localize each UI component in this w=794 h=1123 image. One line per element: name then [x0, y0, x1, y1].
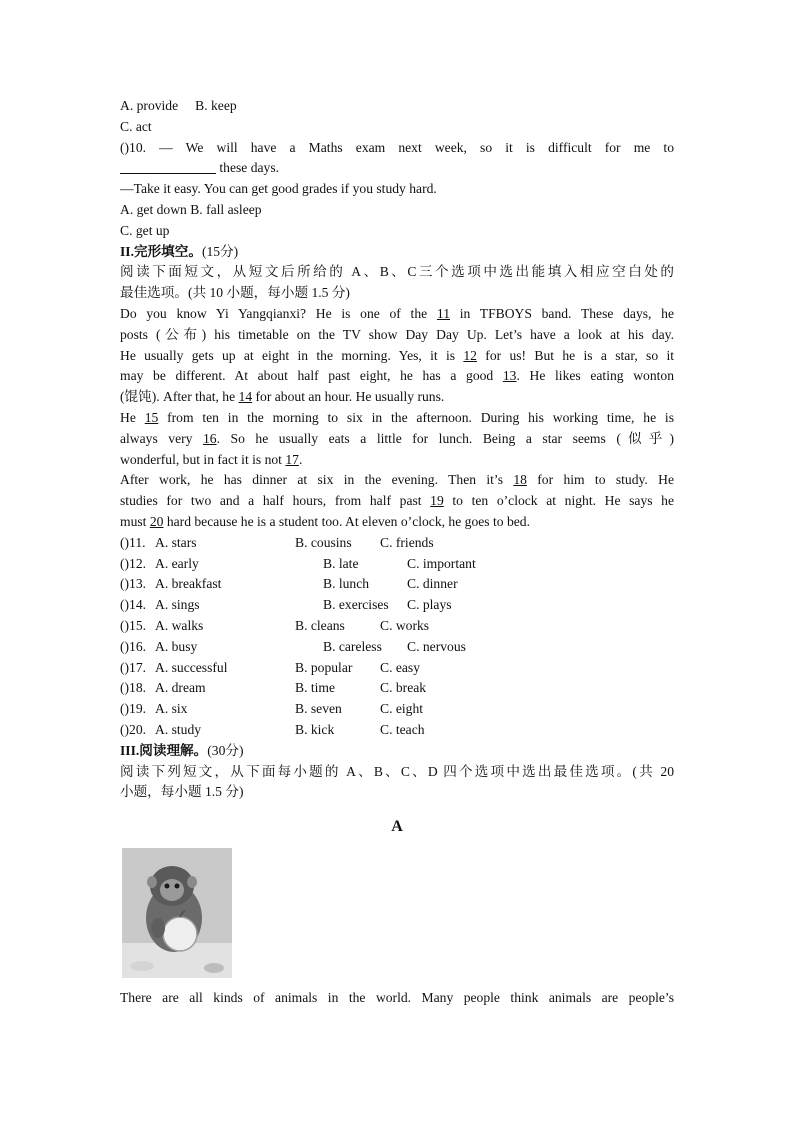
blank-18: 18 [513, 472, 527, 488]
question-number: ()13. [120, 576, 147, 592]
question-row [120, 554, 674, 575]
blank-20: 20 [149, 513, 164, 529]
q10-reply: —Take it easy. You can get good grades if you study hard. [120, 181, 437, 197]
passage-line-10 [120, 491, 674, 512]
passage-text: studies for two and a half hours, from half past [120, 493, 431, 509]
monkey-with-apple-photo [122, 848, 232, 978]
question-number: ()15. [120, 617, 147, 633]
option-b[interactable]: B. time [295, 680, 336, 696]
section3-instructions-2: 小题，每小题 1.5 分) [120, 784, 244, 800]
passage-line-4 [120, 366, 674, 387]
question-number: ()18. [120, 680, 147, 696]
q10-answer-blank[interactable] [120, 159, 216, 174]
section3-heading [120, 741, 674, 762]
option-a[interactable]: A. walks [155, 617, 204, 633]
question-row [120, 595, 674, 616]
passage-text: . [298, 451, 303, 467]
blank-19: 19 [430, 493, 444, 509]
question-row [120, 678, 674, 699]
option-b[interactable]: B. seven [295, 701, 342, 717]
question-row [120, 658, 674, 679]
option-c[interactable]: C. important [407, 555, 476, 571]
option-c[interactable]: C. works [380, 617, 430, 633]
question-row [120, 533, 674, 554]
passage-a-heading: A [391, 818, 403, 836]
passage-text: to ten o’clock at night. He says he [443, 493, 675, 509]
passage-text: from ten in the morning to six in the afternoon. During his working time, he is [158, 409, 674, 425]
passage-text: must [120, 513, 150, 529]
option-c[interactable]: C. eight [380, 701, 424, 717]
section3-title: III.阅读理解。 [120, 742, 208, 758]
question-number: ()12. [120, 555, 147, 571]
passage-line-9 [120, 470, 674, 491]
passage-text: (馄饨). After that, he [120, 389, 239, 405]
section2-title: II.完形填空。 [120, 243, 202, 259]
blank-15: 15 [144, 409, 159, 425]
question-number: ()11. [120, 534, 146, 550]
passage-text: wonderful, but in fact it is not [120, 451, 286, 467]
blank-16: 16 [202, 430, 217, 446]
question-number: ()14. [120, 597, 147, 613]
option-a[interactable]: A. six [155, 701, 188, 717]
passage-text: always very [120, 430, 203, 446]
question-number: ()19. [120, 701, 147, 717]
section3-score: (30分) [207, 742, 244, 758]
option-a[interactable]: A. sings [155, 597, 200, 613]
question-row [120, 637, 674, 658]
passage-line-6 [120, 408, 674, 429]
passage-line-5 [120, 387, 674, 408]
passage-text: . So he usually eats a little for lunch. Being a star seems (似乎) [216, 430, 674, 446]
q9-options-ab [120, 96, 674, 117]
q10-options-ab: A. get down B. fall asleep [120, 201, 262, 217]
option-a[interactable]: A. stars [155, 534, 197, 550]
blank-17: 17 [285, 451, 299, 467]
option-b[interactable]: B. cleans [295, 617, 345, 633]
passage-line-8 [120, 450, 674, 471]
section2-heading [120, 242, 674, 263]
q10-stem-line2 [120, 158, 674, 179]
blank-14: 14 [238, 389, 253, 405]
option-a[interactable]: A. successful [155, 659, 228, 675]
option-a[interactable]: A. dream [155, 680, 206, 696]
section2-instructions-2: 最佳选项。(共 10 小题，每小题 1.5 分) [120, 285, 350, 301]
question-row [120, 720, 674, 741]
option-b[interactable]: B. kick [295, 721, 335, 737]
exam-page [120, 96, 674, 1009]
option-a[interactable]: A. early [155, 555, 199, 571]
option-c[interactable]: C. teach [380, 721, 425, 737]
option-a[interactable]: A. breakfast [155, 576, 222, 592]
passage-text: He usually gets up at eight in the morning. Yes, it is [120, 347, 464, 363]
passage-text: hard because he is a student too. At eleven o’clock, he goes to bed. [163, 513, 530, 529]
passage-line-3 [120, 346, 674, 367]
section2-instructions-1: 阅读下面短文，从短文后所给的 A、B、C三个选项中选出能填入相应空白处的 [120, 264, 674, 280]
passage-text: Do you know Yi Yangqianxi? He is one of the [120, 305, 437, 321]
passage-text: in TFBOYS band. These days, he [450, 305, 674, 321]
option-c[interactable]: C. break [380, 680, 427, 696]
passage-text: . He likes eating wonton [516, 368, 675, 384]
option-a[interactable]: A. busy [155, 638, 198, 654]
passage-text: may be different. At about half past eight, he has a good [120, 368, 503, 384]
passage-line-11 [120, 512, 674, 533]
passage-line-1 [120, 304, 674, 325]
option-c[interactable]: C. easy [380, 659, 421, 675]
question-row [120, 574, 674, 595]
q10-stem-line1: ()10. — We will have a Maths exam next week, so it is difficult for me to [120, 139, 674, 155]
passage-text: for him to study. He [526, 472, 674, 488]
option-b[interactable]: B. lunch [323, 576, 370, 592]
q10-stem-tail: these days. [216, 160, 280, 176]
passage-line-7 [120, 429, 674, 450]
blank-13: 13 [502, 368, 517, 384]
question-row [120, 699, 674, 720]
option-b[interactable]: B. careless [323, 638, 382, 654]
q9-option-b: B. keep [195, 98, 237, 113]
blank-11: 11 [436, 305, 450, 321]
option-c[interactable]: C. nervous [407, 638, 466, 654]
question-number: ()17. [120, 659, 147, 675]
passage-text: He [120, 409, 145, 425]
passage-a-first-line: There are all kinds of animals in the world. Many people think animals are people’s [120, 989, 674, 1005]
option-c[interactable]: C. friends [380, 534, 434, 550]
passage-line-2: posts (公布) his timetable on the TV show Day Day Up. Let’s have a look at his day. [120, 326, 674, 342]
option-c[interactable]: C. dinner [407, 576, 458, 592]
question-number: ()16. [120, 638, 147, 654]
q9-option-a: A. provide [120, 98, 179, 113]
passage-text: for us! But he is a star, so it [476, 347, 674, 363]
option-b[interactable]: B. popular [295, 659, 353, 675]
option-a[interactable]: A. study [155, 721, 202, 737]
option-b[interactable]: B. late [323, 555, 359, 571]
q10-option-c: C. get up [120, 222, 170, 238]
blank-12: 12 [463, 347, 477, 363]
passage-text: After work, he has dinner at six in the evening. Then it’s [120, 472, 514, 488]
section3-instructions-1: 阅读下列短文，从下面每小题的 A、B、C、D 四个选项中选出最佳选项。(共 20 [120, 763, 674, 779]
section2-score: (15分) [201, 243, 239, 259]
question-row [120, 616, 674, 637]
q9-option-c: C. act [120, 118, 152, 134]
option-c[interactable]: C. plays [407, 597, 452, 613]
passage-text: for about an hour. He usually runs. [252, 389, 445, 405]
option-b[interactable]: B. exercises [323, 597, 389, 613]
question-number: ()20. [120, 721, 147, 737]
question-list [120, 533, 674, 741]
option-b[interactable]: B. cousins [295, 534, 352, 550]
